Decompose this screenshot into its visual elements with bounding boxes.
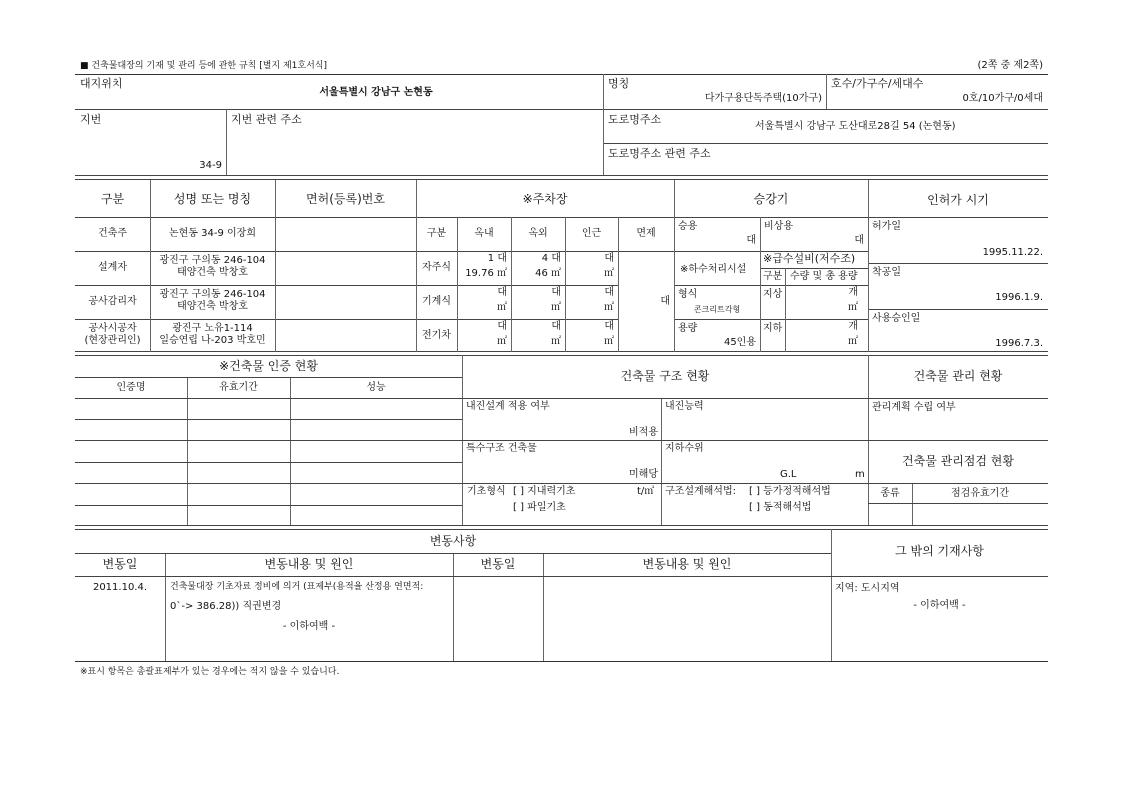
rule [75, 319, 416, 320]
parking-outdoor-count: 4 대 [541, 253, 561, 264]
person-type: 설계자 [98, 262, 127, 273]
sewage-label: ※하수처리시설 [680, 264, 747, 275]
col-license-header: 면허(등록)번호 [306, 192, 385, 206]
rule [75, 553, 831, 554]
analysis-dynamic-option: [ ] 동적해석법 [749, 502, 812, 513]
road-label: 도로명주소 [608, 113, 662, 126]
lot-value: 34-9 [199, 160, 222, 171]
person-name: 광진구 구의동 246-104 [159, 255, 266, 266]
page-indicator: (2쪽 중 제2쪽) [977, 60, 1043, 71]
seismic-design-value: 비적용 [629, 427, 658, 438]
other-region: 지역: 도시지역 [835, 583, 900, 594]
parking-row-label: 전기차 [422, 330, 451, 341]
divider [661, 398, 662, 526]
cert-col-period: 유효기간 [219, 382, 258, 393]
rule [760, 268, 868, 269]
capacity-value: 45인용 [723, 337, 756, 348]
parking-row-label: 자주식 [422, 262, 451, 273]
rule [674, 285, 868, 286]
site-value: 서울특별시 강남구 논현동 [319, 87, 433, 98]
person-type-line2: (현장관리인) [84, 335, 141, 346]
col-name-header: 성명 또는 명칭 [173, 192, 252, 206]
site-label: 대지위치 [80, 77, 123, 90]
capacity-label: 용량 [678, 323, 698, 334]
name-label: 명칭 [608, 77, 630, 90]
divider [760, 217, 761, 251]
parking-row-label: 기계식 [422, 296, 451, 307]
parking-nearby-count: 대 [604, 321, 614, 332]
management-title: 건축물 관리 현황 [913, 369, 1003, 383]
rule [75, 285, 416, 286]
elevator-passenger-unit: 대 [746, 235, 756, 246]
parking-nearby-count: 대 [604, 287, 614, 298]
change-content-line1: 건축물대장 기초자료 정비에 의거 (표제부(용적율 산정용 연면적: [170, 582, 424, 592]
inspection-col-period: 점검유효기간 [951, 488, 1009, 499]
cert-col-performance: 성능 [366, 382, 386, 393]
other-items-title: 그 밖의 기재사항 [895, 544, 984, 558]
above-ground-count-unit: 개 [848, 287, 858, 298]
rule [75, 398, 1048, 399]
change-content-line2: 0`-> 386.28)) 직권변경 [170, 601, 282, 612]
person-name: 논현동 34-9 이장희 [168, 228, 256, 239]
parking-outdoor-count: 대 [551, 321, 561, 332]
rule [75, 505, 462, 506]
parking-outdoor-count: 대 [551, 287, 561, 298]
water-supply-label: ※급수설비(저수조) [763, 252, 856, 265]
start-date: 1996.1.9. [995, 292, 1043, 303]
lot-related-label: 지번 관련 주소 [231, 113, 302, 126]
person-type: 공사시공자 [88, 323, 137, 334]
foundation-pile-option: [ ] 파일기초 [513, 502, 566, 513]
person-name-line2: 태양건축 박창호 [177, 301, 248, 312]
groundwater-unit: m [855, 469, 865, 480]
rule [868, 263, 1048, 264]
parking-outdoor-area: 46 ㎡ [535, 268, 561, 279]
inspection-title: 건축물 관리점검 현황 [902, 454, 1014, 468]
changes-col-content: 변동내용 및 원인 [264, 557, 354, 571]
regulation-caption: ■ 건축물대장의 기재 및 관리 등에 관한 규칙 [별지 제1호서식] [80, 61, 327, 71]
rule-double [75, 175, 1048, 180]
elevator-emergency-unit: 대 [854, 235, 864, 246]
divider [760, 251, 761, 352]
col-type-header: 구분 [100, 192, 125, 206]
rule [603, 143, 1048, 144]
parking-nearby-area: ㎡ [604, 336, 614, 347]
person-name-line2: 일승연립 나-203 박호민 [159, 335, 266, 346]
parking-col-outdoor: 옥외 [528, 228, 548, 239]
parking-title: ※주차장 [522, 192, 568, 206]
below-ground-count-unit: 개 [848, 321, 858, 332]
form-label: 형식 [678, 289, 698, 300]
lot-label: 지번 [80, 113, 102, 126]
parking-indoor-count: 1 대 [487, 253, 507, 264]
other-blank-marker: - 이하여백 - [913, 600, 966, 611]
parking-outdoor-area: ㎡ [551, 336, 561, 347]
elevator-passenger-label: 승용 [678, 221, 698, 232]
rule [868, 309, 1048, 310]
special-structure-label: 특수구조 건축물 [466, 443, 537, 454]
rule-top [75, 74, 1048, 75]
rule [75, 483, 1048, 484]
certification-title: ※건축물 인증 현황 [219, 359, 318, 373]
water-sub-capacity: 수량 및 총 용량 [790, 271, 858, 282]
footnote: ※표시 항목은 총괄표제부가 있는 경우에는 적지 않을 수 있습니다. [80, 667, 340, 677]
divider [187, 377, 188, 526]
divider [226, 109, 227, 175]
rule [75, 109, 1048, 110]
parking-col-indoor: 옥내 [474, 228, 494, 239]
management-plan-label: 관리계획 수립 여부 [872, 402, 956, 413]
groundwater-gl: G.L [780, 469, 797, 480]
changes-col-content-2: 변동내용 및 원인 [642, 557, 732, 571]
name-value: 다가구용단독주택(10가구) [704, 93, 822, 104]
units-label: 호수/가구수/세대수 [831, 77, 924, 90]
water-sub-type: 구분 [763, 271, 783, 282]
above-ground-label: 지상 [763, 289, 783, 300]
foundation-bearing-option: [ ] 지내력기초 [513, 486, 576, 497]
permit-date: 1995.11.22. [982, 247, 1043, 258]
person-name-line2: 태양건축 박창호 [177, 267, 248, 278]
parking-nearby-area: ㎡ [604, 302, 614, 313]
rule [75, 576, 1048, 577]
approval-date: 1996.7.3. [995, 338, 1043, 349]
road-value: 서울특별시 강남구 도산대로28길 54 (논현동) [755, 121, 956, 132]
parking-exempt-unit: 대 [660, 296, 670, 307]
divider [826, 74, 827, 109]
analysis-method-label: 구조설계해석법: [665, 486, 736, 497]
foundation-unit: t/㎡ [637, 486, 655, 497]
units-value: 0호/10가구/0세대 [962, 93, 1043, 104]
above-ground-area-unit: ㎡ [848, 302, 858, 313]
rule [75, 440, 1048, 441]
change-blank-marker: - 이하여백 - [282, 621, 336, 632]
parking-indoor-area: 19.76 ㎡ [465, 268, 507, 279]
structure-title: 건축물 구조 현황 [620, 369, 710, 383]
seismic-capacity-label: 내진능력 [665, 401, 704, 412]
change-date: 2011.10.4. [92, 582, 148, 593]
below-ground-label: 지하 [763, 323, 783, 334]
rule-bottom [75, 661, 1048, 662]
rule [75, 217, 1048, 218]
parking-col-nearby: 인근 [581, 228, 602, 239]
road-related-label: 도로명주소 관련 주소 [608, 147, 711, 160]
changes-col-date: 변동일 [102, 557, 138, 571]
parking-outdoor-area: ㎡ [551, 302, 561, 313]
parking-indoor-count: 대 [497, 287, 507, 298]
form-value: 콘크리트각형 [693, 305, 741, 314]
permit-date-label: 허가일 [872, 221, 901, 232]
person-type: 건축주 [98, 228, 127, 239]
rule [416, 319, 618, 320]
start-date-label: 착공일 [872, 267, 901, 278]
rule [75, 419, 462, 420]
below-ground-area-unit: ㎡ [848, 336, 858, 347]
rule-double [75, 525, 1048, 530]
rule [868, 503, 1048, 504]
parking-nearby-area: ㎡ [604, 268, 614, 279]
changes-col-date-2: 변동일 [480, 557, 516, 571]
groundwater-label: 지하수위 [665, 443, 704, 454]
parking-indoor-count: 대 [497, 321, 507, 332]
rule [75, 462, 462, 463]
parking-col-type: 구분 [426, 228, 447, 239]
divider [290, 377, 291, 526]
approval-date-label: 사용승인일 [872, 313, 921, 324]
foundation-label: 기초형식 [467, 486, 506, 497]
person-type: 공사감리자 [88, 296, 137, 307]
rule [674, 319, 868, 320]
person-name: 광진구 노유1-114 [172, 323, 253, 334]
cert-col-name: 인증명 [116, 382, 146, 393]
rule [75, 377, 462, 378]
person-name: 광진구 구의동 246-104 [159, 289, 266, 300]
rule-double [75, 351, 1048, 356]
changes-title: 변동사항 [429, 534, 477, 548]
elevator-title: 승강기 [753, 192, 789, 206]
permit-title: 인허가 시기 [927, 193, 989, 207]
inspection-col-kind: 종류 [880, 488, 900, 499]
parking-indoor-area: ㎡ [497, 336, 507, 347]
elevator-emergency-label: 비상용 [764, 221, 793, 232]
parking-indoor-area: ㎡ [497, 302, 507, 313]
analysis-static-option: [ ] 등가정적해석법 [749, 486, 831, 497]
rule [416, 285, 618, 286]
divider [603, 74, 604, 175]
seismic-design-label: 내진설계 적용 여부 [466, 401, 550, 412]
parking-col-exempt: 면제 [636, 228, 656, 239]
divider [785, 268, 786, 352]
parking-nearby-count: 대 [604, 253, 614, 264]
special-structure-value: 미해당 [629, 469, 658, 480]
